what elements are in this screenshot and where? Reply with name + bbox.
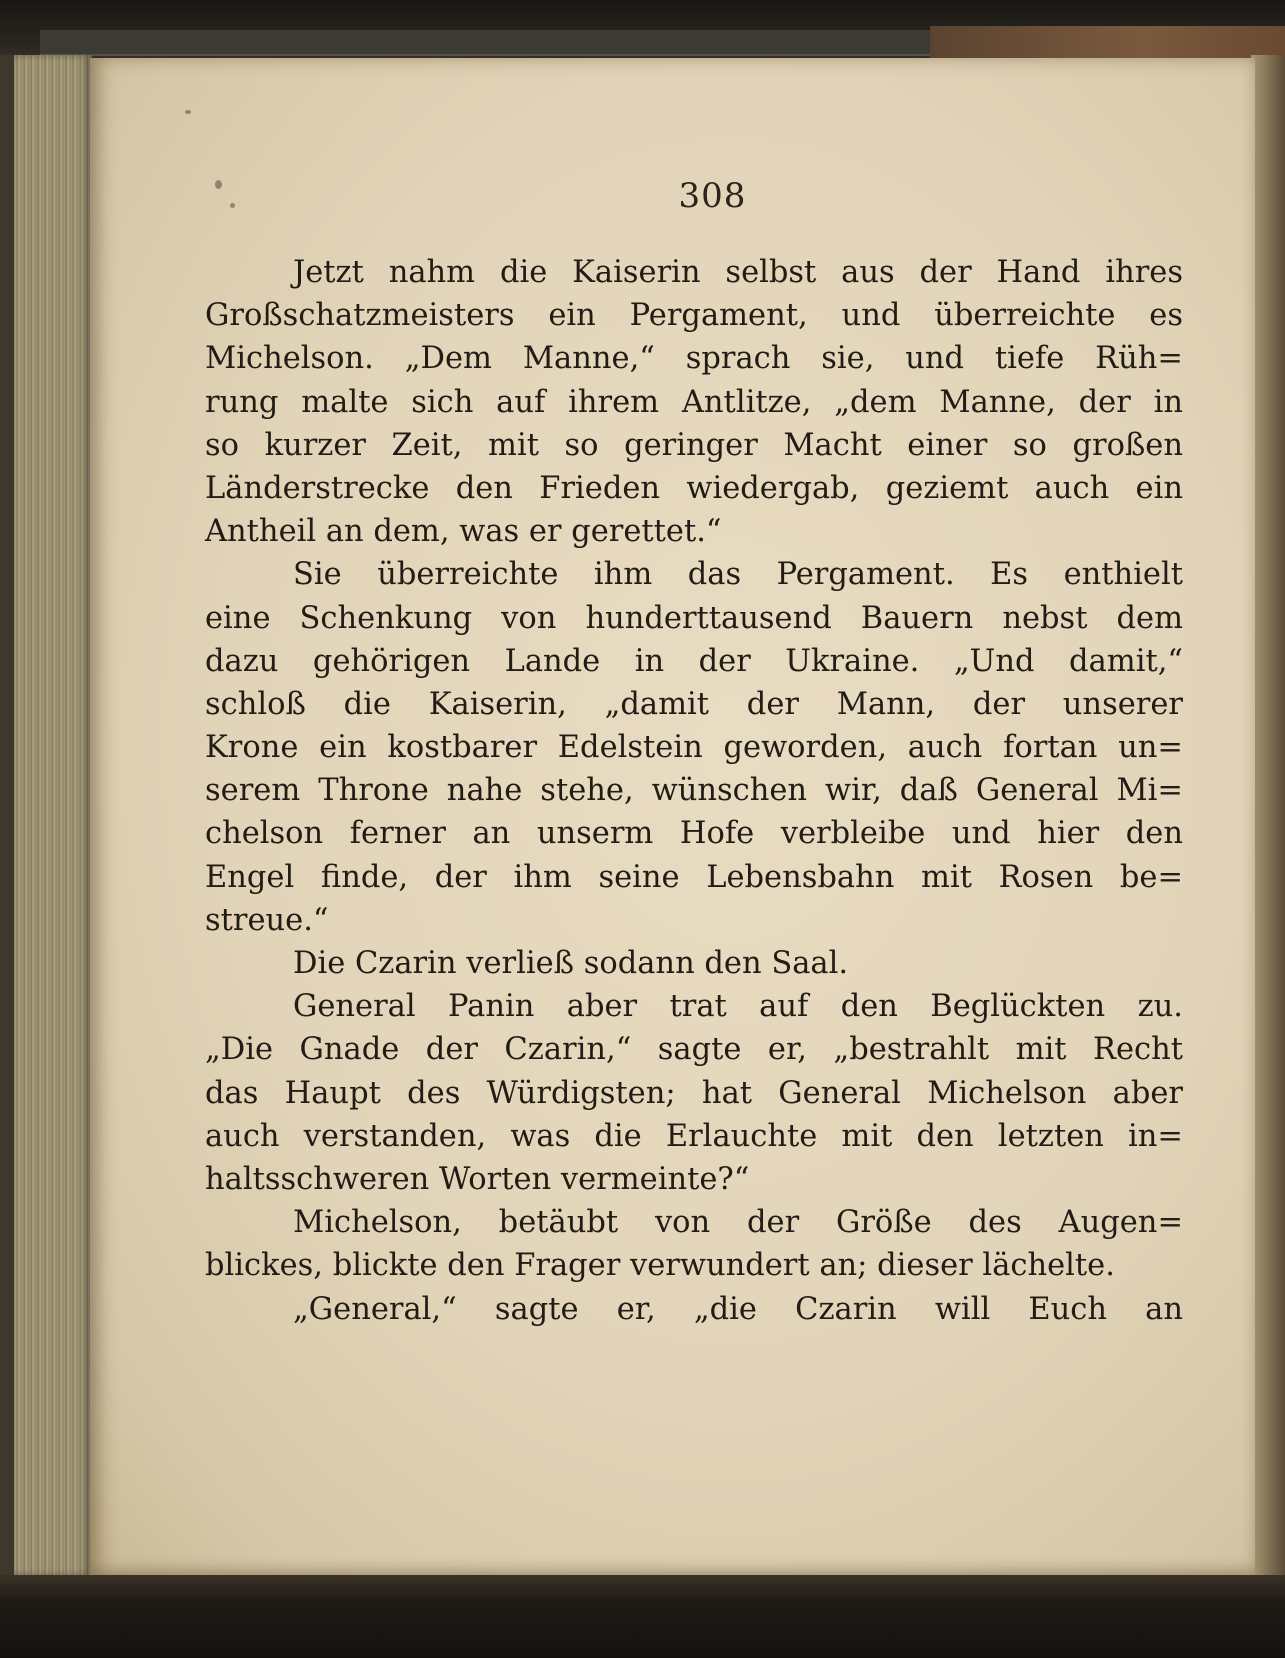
text-line: Großschatzmeisters ein Pergament, und überreichte es [205,298,1183,334]
text-line: chelson ferner an unserm Hofe verbleibe und hier den [205,816,1183,852]
text-line: Jetzt nahm die Kaiserin selbst aus der Hand ihres [293,255,1183,290]
page-smudge [185,110,191,114]
text-line: dazu gehörigen Lande in der Ukraine. „Und damit,“ [205,643,1183,679]
text-line: Krone ein kostbarer Edelstein geworden, auch fortan un= [205,730,1183,766]
text-line: Sie überreichte ihm das Pergament. Es enthielt [293,557,1183,593]
text-line: blickes, blickte den Frager verwundert an; dieser lächelte. [205,1248,1115,1284]
book-right-edge [1251,55,1285,1595]
text-line: „General,“ sagte er, „die Czarin will Euch an [293,1291,1183,1327]
text-line: Die Czarin verließ sodann den Saal. [293,946,849,981]
text-line: rung malte sich auf ihrem Antlitze, „dem Manne, der in [205,384,1183,420]
text-line: das Haupt des Würdigsten; hat General Michelson aber [205,1075,1183,1111]
text-line: so kurzer Zeit, mit so geringer Macht einer so großen [205,427,1183,463]
page-body-text [205,251,1183,1331]
text-line: schloß die Kaiserin, „damit der Mann, der unserer [205,686,1183,722]
text-line: auch verstanden, was die Erlauchte mit den letzten in= [205,1118,1183,1154]
text-line: Engel finde, der ihm seine Lebensbahn mit Rosen be= [205,859,1183,895]
book-page [90,58,1255,1578]
book-cover-corner [930,26,1285,60]
text-line: Länderstrecke den Frieden wiedergab, geziemt auch ein [205,470,1183,506]
book-cover-top-edge [40,30,930,56]
text-line: haltsschweren Worten vermeinte?“ [205,1161,750,1197]
text-line: streue.“ [205,902,329,938]
text-line: General Panin aber trat auf den Beglückten zu. [293,989,1183,1025]
text-line: Michelson. „Dem Manne,“ sprach sie, und tiefe Rüh= [205,341,1183,377]
text-line: eine Schenkung von hunderttausend Bauern nebst dem [205,600,1183,636]
text-line: „Die Gnade der Czarin,“ sagte er, „bestrahlt mit Recht [205,1032,1183,1068]
text-line: serem Throne nahe stehe, wünschen wir, daß General Mi= [205,773,1183,809]
book-spine-shadow [0,55,14,1575]
text-line: Michelson, betäubt von der Größe des Augen= [293,1205,1183,1241]
text-line: Antheil an dem, was er gerettet.“ [205,514,722,550]
book-cover-bottom [0,1575,1285,1658]
page-number: 308 [678,176,747,216]
